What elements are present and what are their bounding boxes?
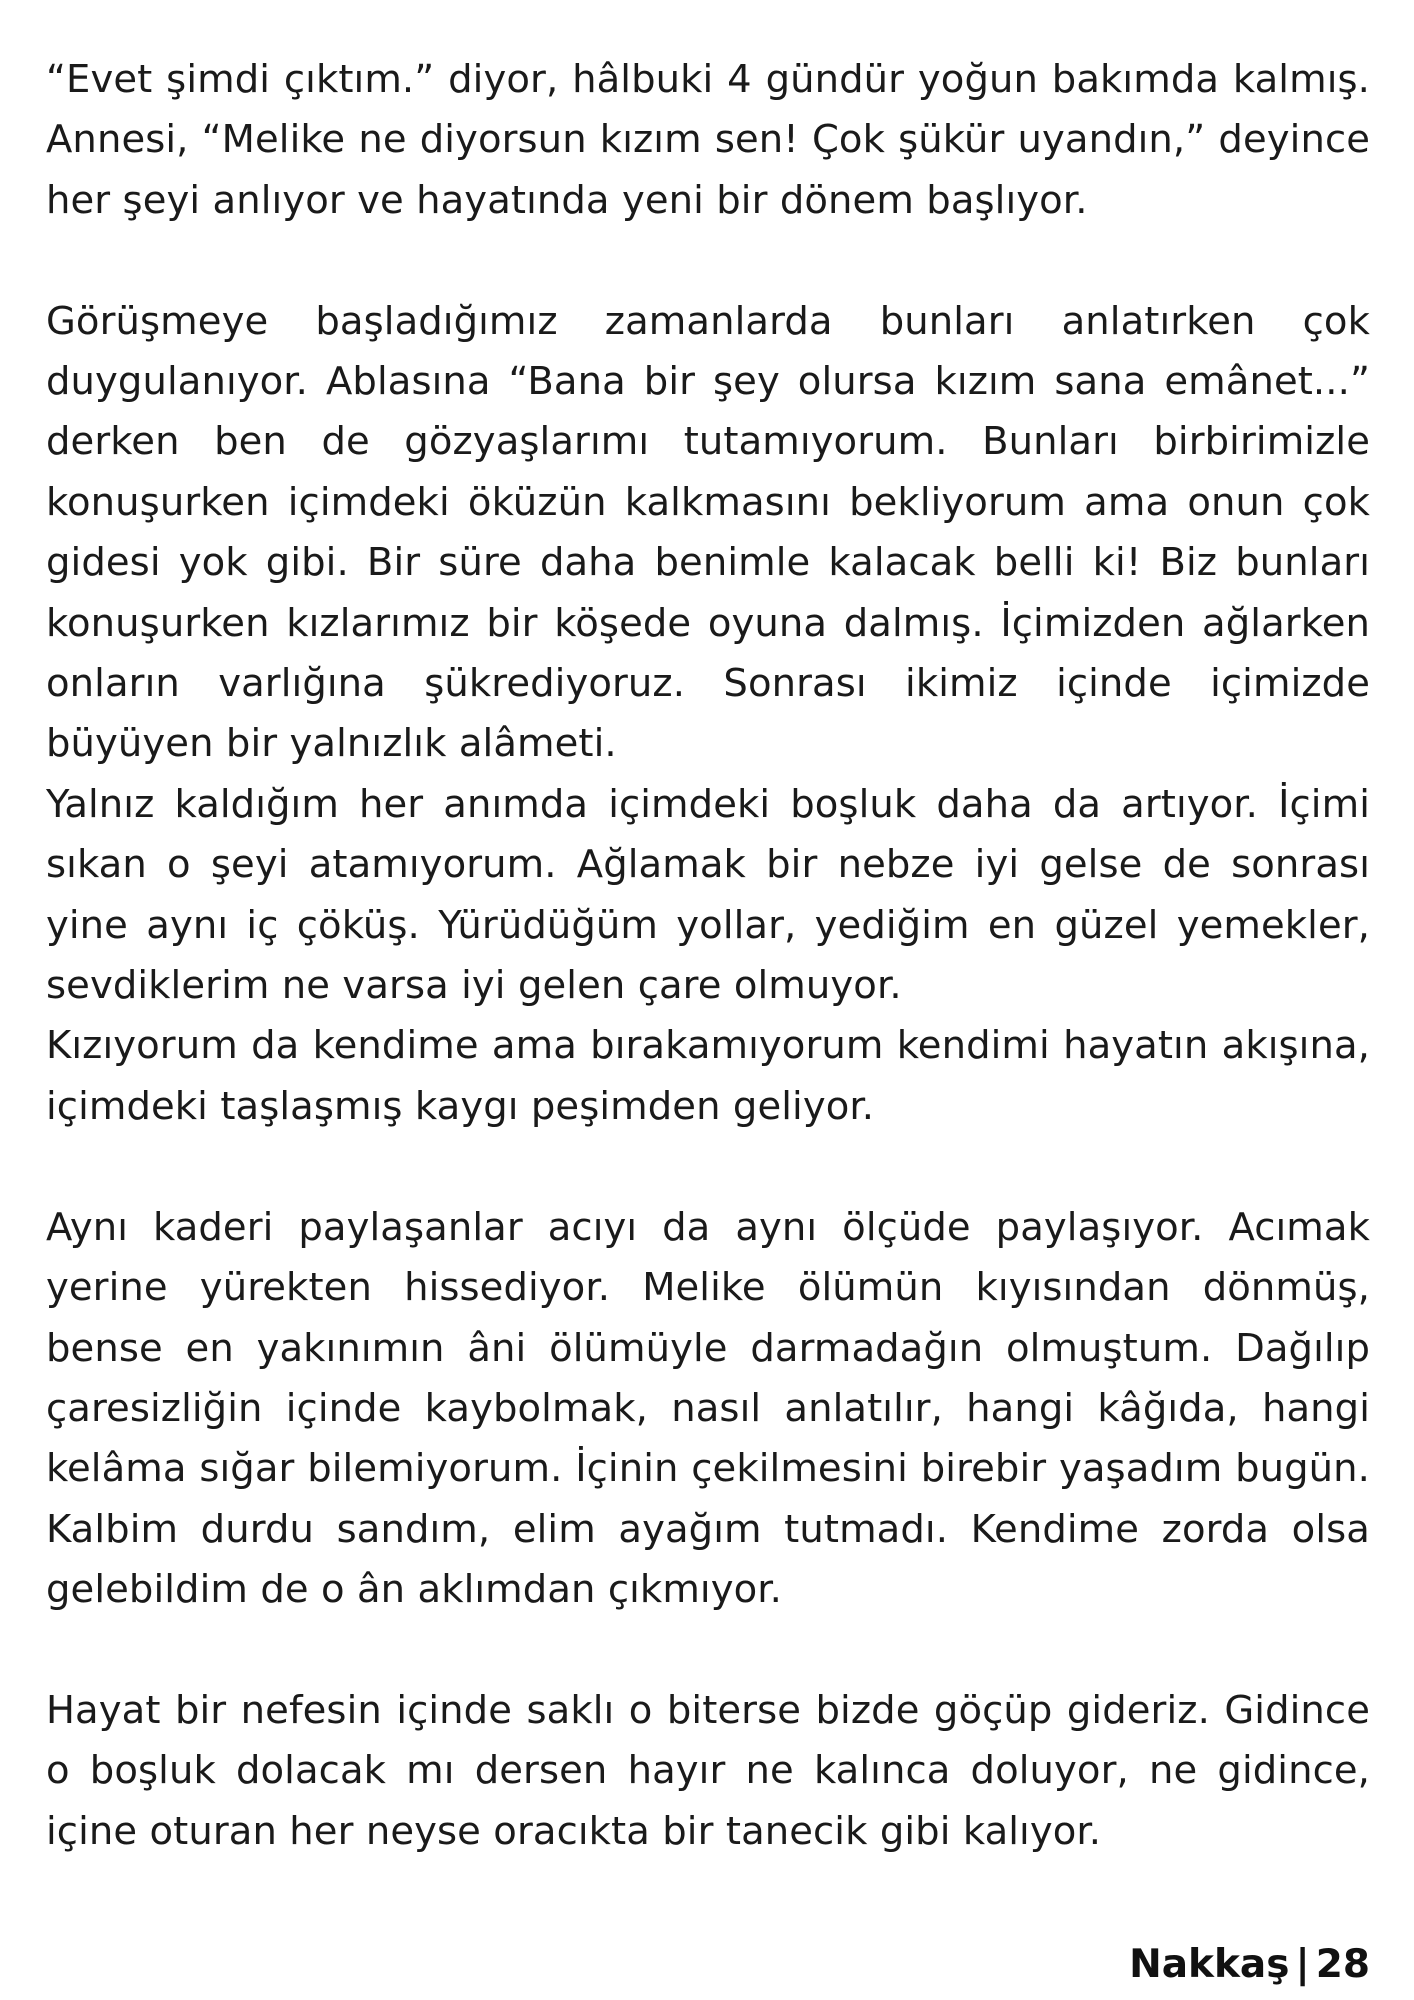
paragraph-spacer xyxy=(46,1137,1370,1197)
paragraph-spacer xyxy=(46,1621,1370,1681)
footer-separator: | xyxy=(1295,1942,1310,1987)
paragraph-3: Yalnız kaldığım her anımda içimdeki boşluk daha da artıyor. İçimi sıkan o şeyi atamıyorum. Ağlamak bir nebze iyi gelse de sonrası yine aynı iç çöküş. Yürüdüğüm yollar, yediğim en güzel yemekler, sevdiklerim ne varsa iyi gelen çare olmuyor. xyxy=(46,781,1370,1009)
paragraph-spacer xyxy=(46,231,1370,291)
paragraph-5: Aynı kaderi paylaşanlar acıyı da aynı ölçüde paylaşıyor. Acımak yerine yürekten hissediyor. Melike ölümün kıyısından dönmüş, bense en yakınımın âni ölümüyle darmadağın olmuştum. Dağılıp çaresizliğin içinde kaybolmak, nasıl anlatılır, hangi kâğıda, hangi kelâma sığar bilemiyorum. İçinin çekilmesini birebir yaşadım bugün. Kalbim durdu sandım, elim ayağım tutmadı. Kendime zorda olsa gelebildim de o ân aklımdan çıkmıyor. xyxy=(46,1204,1370,1613)
paragraph-2: Görüşmeye başladığımız zamanlarda bunları anlatırken çok duygulanıyor. Ablasına “Bana bir şey olursa kızım sana emânet...” derken ben de gözyaşlarımı tutamıyorum. Bunları birbirimizle konuşurken içimdeki öküzün kalkmasını bekliyorum ama onun çok gidesi yok gibi. Bir süre daha benimle kalacak belli ki! Biz bunları konuşurken kızlarımız bir köşede oyuna dalmış. İçimizden ağlarken onların varlığına şükrediyoruz. Sonrası ikimiz içinde içimizde büyüyen bir yalnızlık alâmeti. xyxy=(46,298,1370,767)
paragraph-6: Hayat bir nefesin içinde saklı o biterse bizde göçüp gideriz. Gidince o boşluk dolacak mı dersen hayır ne kalınca doluyor, ne gidince, içine oturan her neyse oracıkta bir tanecik gibi kalıyor. xyxy=(46,1687,1370,1854)
page-footer xyxy=(1129,1940,1370,1990)
paragraph-1: “Evet şimdi çıktım.” diyor, hâlbuki 4 gündür yoğun bakımda kalmış. Annesi, “Melike ne diyorsun kızım sen! Çok şükür uyandın,” deyince her şeyi anlıyor ve hayatında yeni bir dönem başlıyor. xyxy=(46,57,1370,223)
page-number: 28 xyxy=(1315,1942,1370,1987)
page-body xyxy=(46,50,1370,1862)
paragraph-4: Kızıyorum da kendime ama bırakamıyorum kendimi hayatın akışına, içimdeki taşlaşmış kaygı peşimden geliyor. xyxy=(46,1023,1370,1129)
publication-name: Nakkaş xyxy=(1129,1942,1290,1987)
